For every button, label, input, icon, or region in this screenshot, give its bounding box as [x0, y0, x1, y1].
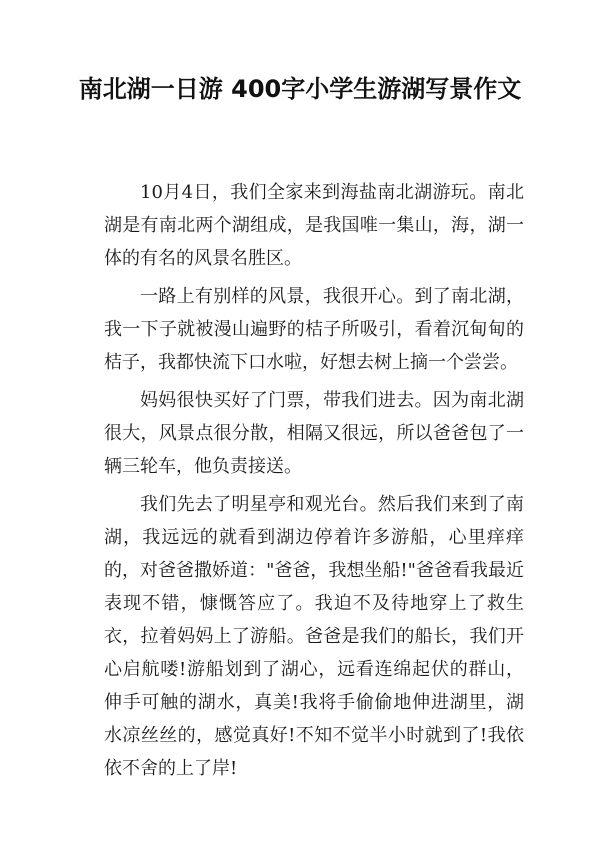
document-title: 南北湖一日游 400字小学生游湖写景作文: [78, 75, 522, 103]
paragraph-1: 10月4日，我们全家来到海盐南北湖游玩。南北湖是有南北两个湖组成，是我国唯一集山，海，湖一体的有名的风景名胜区。: [104, 182, 524, 269]
article-body: [104, 176, 524, 790]
paragraph-4: 我们先去了明星亭和观光台。然后我们来到了南湖，我远远的就看到湖边停着许多游船，心里痒痒的，对爸爸撒娇道："爸爸，我想坐船!"爸爸看我最近表现不错，慷慨答应了。我迫不及待地穿上了救生衣，拉着妈妈上了游船。爸爸是我们的船长，我们开心启航喽!游船划到了湖心，远看连绵起伏的群山，伸手可触的湖水，真美!我将手偷偷地伸进湖里，湖水凉丝丝的，感觉真好!不知不觉半小时就到了!我依依不舍的上了岸!: [104, 494, 524, 779]
paragraph-3: 妈妈很快买好了门票，带我们进去。因为南北湖很大，风景点很分散，相隔又很远，所以爸爸包了一辆三轮车，他负责接送。: [104, 390, 524, 477]
paragraph-2: 一路上有别样的风景，我很开心。到了南北湖，我一下子就被漫山遍野的桔子所吸引，看着沉甸甸的桔子，我都快流下口水啦，好想去树上摘一个尝尝。: [104, 286, 524, 373]
